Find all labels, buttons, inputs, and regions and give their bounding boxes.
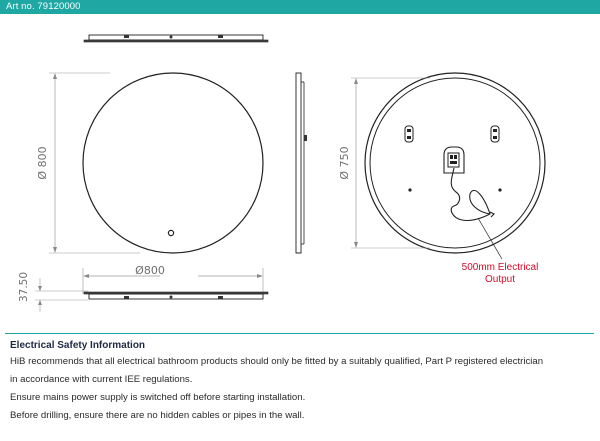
cable-coil xyxy=(451,168,490,221)
bottom-view xyxy=(83,264,268,299)
header-bar xyxy=(0,0,600,14)
height-dimension xyxy=(36,73,140,253)
depth-label: 37.50 xyxy=(18,271,30,303)
safety-title: Electrical Safety Information xyxy=(10,340,146,351)
front-height-label: Ø 800 xyxy=(36,146,49,180)
bottom-width-label: Ø800 xyxy=(135,264,165,277)
front-view xyxy=(83,73,263,253)
back-view xyxy=(365,73,545,253)
bracket-right xyxy=(491,126,499,142)
article-number: Art no. 79120000 xyxy=(6,1,81,12)
back-diameter-label: Ø 750 xyxy=(338,146,351,180)
side-view xyxy=(296,73,307,253)
depth-dimension xyxy=(18,272,88,312)
safety-line-1: HiB recommends that all electrical bathroom products should only be fitted by a suitably qualified, Part P registered electrician xyxy=(10,356,544,367)
callout-line-2: Output xyxy=(484,274,516,285)
safety-line-3: Ensure mains power supply is switched off before starting installation. xyxy=(10,392,306,403)
safety-line-4: Before drilling, ensure there are no hidden cables or pipes in the wall. xyxy=(10,410,305,421)
technical-drawing xyxy=(0,14,600,332)
bracket-left xyxy=(405,126,413,142)
back-diameter-dimension xyxy=(338,78,430,248)
callout-leader xyxy=(478,218,502,259)
safety-line-2: in accordance with current IEE regulations. xyxy=(10,374,193,385)
top-view xyxy=(84,35,268,42)
callout-line-1: 500mm Electrical xyxy=(461,262,539,273)
safety-info-box xyxy=(5,333,594,436)
